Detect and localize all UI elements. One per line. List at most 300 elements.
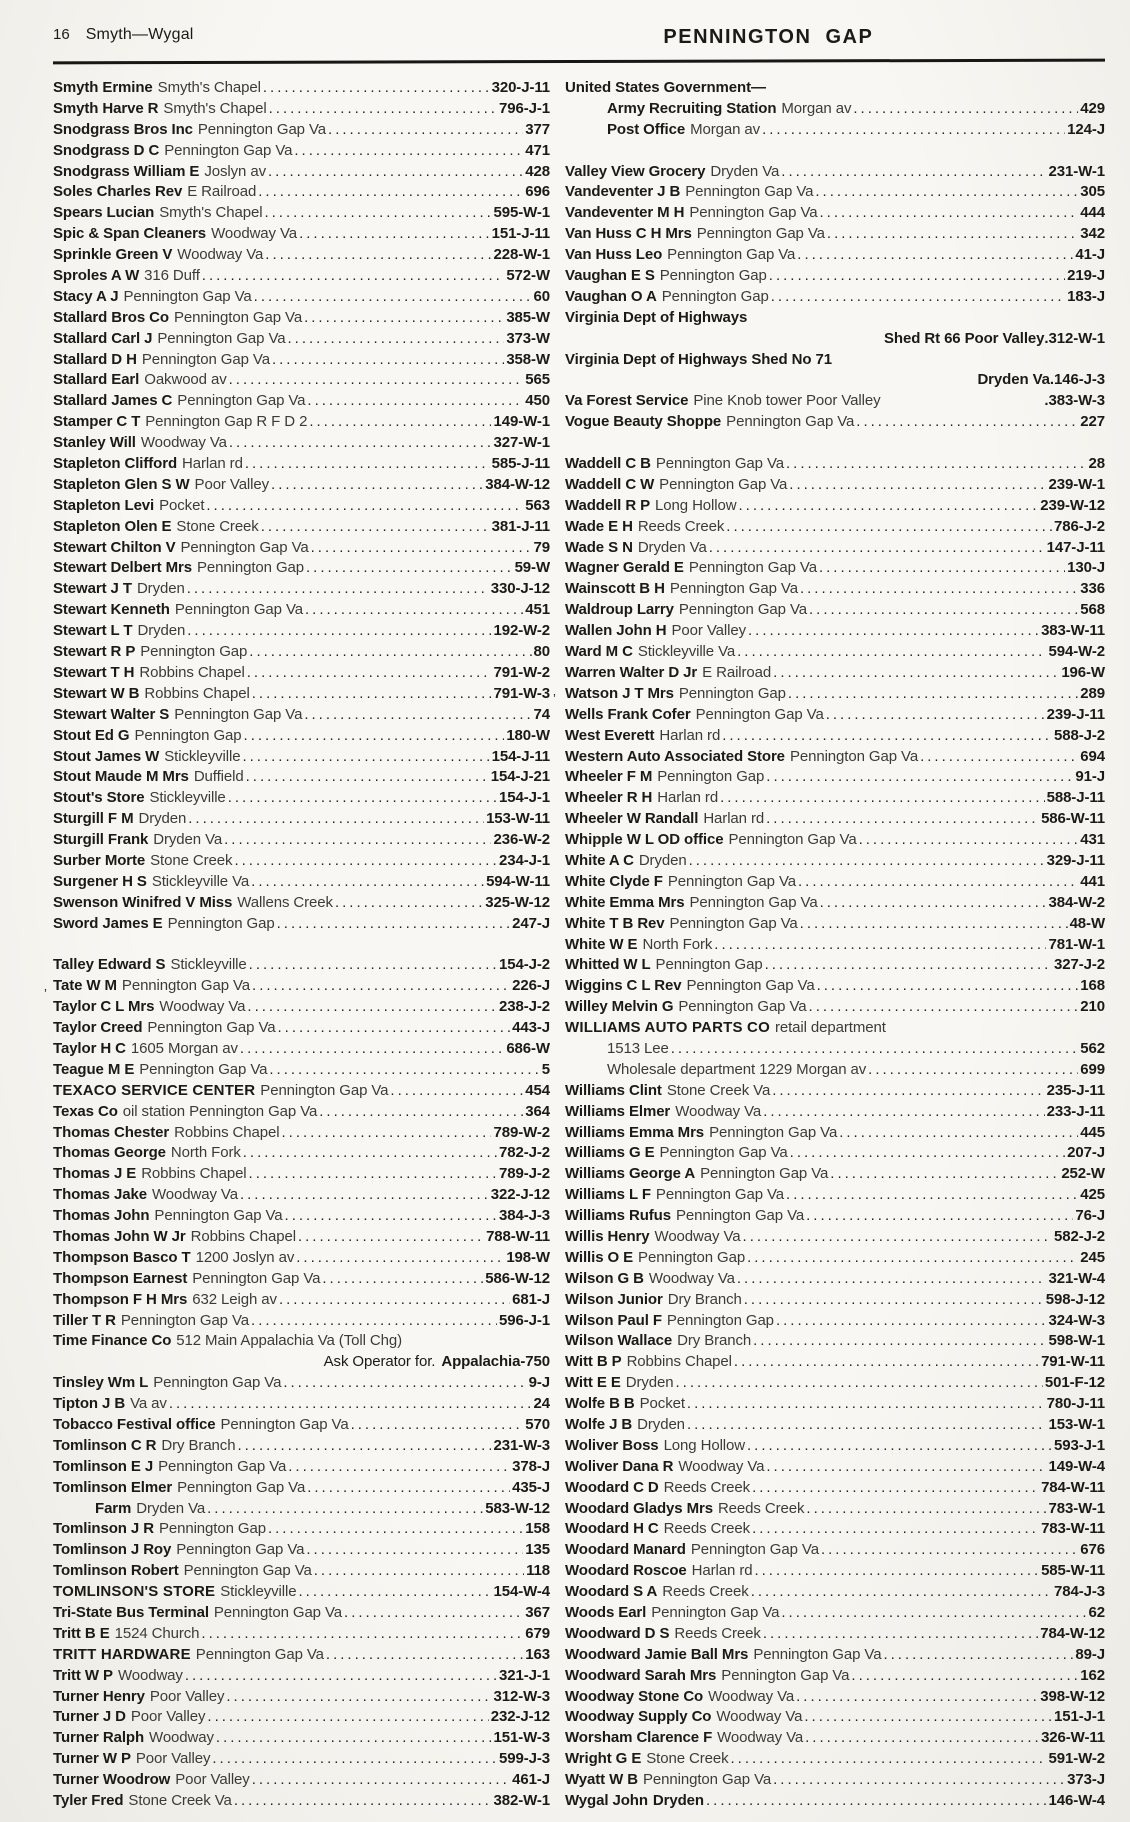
phone-number: 210 <box>1080 998 1105 1016</box>
phone-number: 598-W-1 <box>1048 1332 1105 1350</box>
directory-entry <box>53 287 550 308</box>
dot-leader <box>920 747 1078 768</box>
phone-number: 568 <box>1080 601 1105 619</box>
dot-leader <box>800 579 1078 600</box>
subscriber-name: Turner Henry <box>53 1687 145 1705</box>
directory-entry <box>53 558 550 579</box>
phone-number: 321-J-1 <box>498 1666 550 1684</box>
directory-entry <box>53 1791 550 1812</box>
subscriber-name: Tobacco Festival office <box>53 1416 216 1433</box>
directory-entry <box>53 391 550 412</box>
dot-leader <box>247 663 492 684</box>
subscriber-name: Stout Ed G <box>53 726 130 744</box>
dot-leader <box>252 976 510 997</box>
dot-leader <box>817 976 1079 997</box>
subscriber-name: Sword James E <box>53 914 163 932</box>
directory-entry <box>53 705 550 726</box>
directory-entry <box>53 1645 550 1666</box>
dot-leader <box>806 1206 1073 1227</box>
subscriber-name: Teague M E <box>53 1060 135 1078</box>
subscriber-name: Taylor C L Mrs <box>53 998 155 1016</box>
subscriber-name: Stallard Earl <box>53 371 140 389</box>
directory-entry <box>53 1749 550 1770</box>
directory-entry <box>53 350 550 371</box>
address: Pennington Gap Va <box>157 329 286 347</box>
address: North Fork <box>642 935 713 953</box>
address: Woodway Va <box>177 246 264 264</box>
subscriber-name: Williams L F <box>565 1186 651 1204</box>
phone-number: 444 <box>1080 204 1105 222</box>
address: Pennington Gap <box>666 1311 774 1329</box>
address: 632 Leigh av <box>192 1290 277 1308</box>
dot-leader <box>285 1206 497 1227</box>
phone-number: 563 <box>525 496 550 514</box>
directory-entry <box>565 1457 1105 1478</box>
subscriber-name: Stout James W <box>53 747 160 765</box>
dot-leader <box>853 99 1078 120</box>
subscriber-name: Stacy A J <box>53 287 119 305</box>
dot-leader <box>754 1561 1039 1582</box>
directory-entry <box>53 1561 550 1582</box>
subscriber-name: TOMLINSON'S STORE <box>53 1583 216 1601</box>
subscriber-name: Stamper C T <box>53 413 141 431</box>
subscriber-name: Woods Earl <box>565 1604 647 1622</box>
subscriber-name: Tomlinson J R <box>53 1520 154 1538</box>
phone-number: 151-J-11 <box>491 225 550 243</box>
address: Duffield <box>193 768 244 786</box>
subscriber-name: Farm <box>95 1499 132 1517</box>
address: Pennington Gap <box>134 726 242 744</box>
directory-entry <box>565 726 1105 747</box>
phone-number: 324-W-3 <box>1048 1311 1105 1329</box>
phone-number: 588-J-2 <box>1053 726 1105 744</box>
phone-number: 699 <box>1080 1060 1105 1078</box>
directory-entry <box>53 1666 550 1687</box>
subscriber-name: Thompson Earnest <box>53 1269 188 1287</box>
address: Morgan av <box>690 120 761 138</box>
dot-leader <box>773 1770 1065 1791</box>
dot-leader <box>676 1373 1043 1394</box>
phone-number: 445 <box>1080 1123 1105 1141</box>
subscriber-name: Waldroup Larry <box>565 601 674 619</box>
address: Joslyn av <box>204 162 266 180</box>
directory-entry <box>565 1185 1105 1206</box>
subscriber-name: TRITT HARDWARE <box>53 1645 191 1663</box>
directory-entry <box>53 809 550 830</box>
address: Pennington Gap Va <box>669 914 798 932</box>
directory-column-right <box>565 78 1105 1812</box>
subscriber-name: Stewart Chilton V <box>53 538 176 556</box>
phone-number: .383-W-3 <box>1044 392 1105 410</box>
directory-entry <box>565 1687 1105 1708</box>
phone-number: 784-W-11 <box>1041 1478 1105 1496</box>
address: Robbins Chapel <box>139 663 245 681</box>
address: Dryden <box>625 1374 674 1392</box>
address: Stickleyville <box>164 747 241 765</box>
address: Robbins Chapel <box>174 1123 280 1141</box>
dot-leader <box>240 1039 504 1060</box>
directory-entry <box>565 1645 1105 1666</box>
address: Pennington Gap Va <box>154 1207 283 1225</box>
dot-leader <box>294 141 523 162</box>
directory-entry <box>53 579 550 600</box>
directory-entry <box>53 1248 550 1269</box>
directory-entry <box>53 1331 550 1352</box>
phone-number: 62 <box>1088 1604 1105 1622</box>
directory-entry <box>565 538 1105 559</box>
address: Pennington Gap Va <box>177 1478 306 1496</box>
address: Pennington Gap Va <box>686 977 815 995</box>
address: Poor Valley <box>175 1771 250 1789</box>
dot-leader <box>249 1164 497 1185</box>
dot-leader <box>796 1687 1038 1708</box>
phone-number: 239-W-12 <box>1040 496 1105 514</box>
phone-number: 461-J <box>512 1771 550 1789</box>
directory-entry <box>565 120 1105 141</box>
address: Pennington Gap Va <box>643 1771 772 1789</box>
directory-entry <box>53 1290 550 1311</box>
address: Robbins Chapel <box>190 1227 296 1245</box>
directory-entry <box>565 1081 1105 1102</box>
directory-entry <box>565 1540 1105 1561</box>
subscriber-name: Taylor H C <box>53 1039 126 1057</box>
dot-leader <box>830 1164 1059 1185</box>
address: Pennington Gap Va <box>153 1374 282 1392</box>
dot-leader <box>687 1394 1045 1415</box>
phone-number: 146-W-4 <box>1048 1792 1105 1810</box>
dot-leader <box>751 1582 1052 1603</box>
dot-leader <box>769 266 1065 287</box>
address: Robbins Chapel <box>626 1353 732 1371</box>
subscriber-name: Soles Charles Rev <box>53 183 183 201</box>
phone-number: 694 <box>1080 747 1105 765</box>
phone-number: 48-W <box>1069 914 1105 932</box>
header-rule <box>53 59 1105 65</box>
directory-entry <box>565 747 1105 768</box>
directory-entry <box>565 684 1105 705</box>
address: 1200 Joslyn av <box>195 1248 295 1266</box>
subscriber-name: Wheeler W Randall <box>565 810 699 828</box>
subscriber-name: Waddell R P <box>565 496 651 514</box>
directory-entry <box>565 1290 1105 1311</box>
directory-entry <box>565 955 1105 976</box>
phone-number: 232-J-12 <box>490 1708 550 1726</box>
directory-entry <box>53 1436 550 1457</box>
directory-entry <box>565 203 1105 224</box>
dot-leader <box>335 893 483 914</box>
subscriber-name: Snodgrass Bros Inc <box>53 120 193 138</box>
phone-number: 781-W-1 <box>1048 935 1105 953</box>
address: Pennington Gap Va <box>164 141 293 159</box>
subscriber-name: Western Auto Associated Store <box>565 747 785 765</box>
subscriber-name: Texas Co <box>53 1102 118 1120</box>
directory-entry <box>565 266 1105 287</box>
dot-leader <box>709 538 1045 559</box>
address: Poor Valley <box>130 1708 206 1726</box>
directory-entry <box>565 245 1105 266</box>
address: Pennington Gap Va <box>728 831 857 849</box>
subscriber-name: Stout's Store <box>53 789 145 807</box>
subscriber-name: Stapleton Glen S W <box>53 475 190 493</box>
phone-number: 791-W-2 <box>493 663 550 681</box>
address: Pennington Gap Va <box>213 1604 343 1622</box>
address: Va av <box>130 1395 167 1413</box>
address: Poor Valley <box>194 475 270 493</box>
address: Pennington Gap <box>158 1520 266 1538</box>
dot-leader <box>815 182 1078 203</box>
subscriber-name: Wyatt W B <box>565 1771 638 1789</box>
dot-leader <box>306 558 513 579</box>
directory-entry <box>565 1519 1105 1540</box>
address: Woodway Va <box>716 1708 803 1726</box>
subscriber-name: Turner Ralph <box>53 1729 145 1747</box>
address: Pennington Gap <box>661 287 769 305</box>
dot-leader <box>752 1478 1039 1499</box>
phone-number: 429 <box>1080 99 1105 117</box>
subscriber-name: Swenson Winifred V Miss <box>53 893 233 911</box>
address: Pennington Gap Va <box>197 120 327 138</box>
dot-leader <box>798 872 1078 893</box>
phone-number: 135 <box>525 1541 550 1559</box>
phone-number: 325-W-12 <box>485 893 550 911</box>
address: Pennington Gap Va <box>173 308 303 326</box>
subscriber-name: Thompson F H Mrs <box>53 1290 188 1308</box>
directory-entry <box>53 893 550 914</box>
directory-entry <box>53 1123 550 1144</box>
dot-leader <box>216 1728 492 1749</box>
phone-number: 441 <box>1080 872 1105 890</box>
subscriber-name: Woodard Roscoe <box>565 1562 687 1580</box>
subscriber-name: Tate W M <box>53 977 117 995</box>
address: 1524 Church <box>114 1624 200 1642</box>
dot-leader <box>268 162 523 183</box>
subscriber-name: Smyth Ermine <box>53 79 153 96</box>
dot-leader <box>671 1039 1079 1060</box>
address: Pennington Gap Va <box>669 580 798 598</box>
address: Pennington Gap Va <box>700 1165 829 1183</box>
directory-entry <box>53 872 550 893</box>
dot-leader <box>776 1311 1047 1332</box>
subscriber-name: Stallard James C <box>53 392 173 410</box>
address: Pennington Gap Va <box>685 183 814 201</box>
dot-leader <box>314 1561 524 1582</box>
address: Long Hollow <box>663 1436 746 1454</box>
directory-entry <box>565 830 1105 851</box>
dot-leader <box>243 1143 497 1164</box>
subscriber-name: Stapleton Levi <box>53 496 155 514</box>
phone-number: 330-J-12 <box>490 580 550 598</box>
dot-leader <box>344 1603 523 1624</box>
address: Pennington Gap Va <box>177 392 306 410</box>
address: Pocket <box>639 1395 685 1413</box>
subscriber-name: Spic & Span Cleaners <box>53 225 207 243</box>
directory-entry <box>53 1018 550 1039</box>
address: Morgan av <box>781 99 852 117</box>
directory-entry <box>565 287 1105 308</box>
address: Pennington Gap Va <box>180 538 309 556</box>
subscriber-name: Vandeventer M H <box>565 204 685 222</box>
subscriber-name: Witt B P <box>565 1353 622 1371</box>
address: Wallens Creek <box>237 893 333 911</box>
address: 1513 Lee <box>607 1039 669 1057</box>
directory-entry <box>565 1018 1105 1039</box>
phone-number: 593-J-1 <box>1053 1436 1105 1454</box>
subscriber-name: Wolfe B B <box>565 1395 635 1413</box>
phone-number: 327-W-1 <box>493 434 550 452</box>
dot-leader <box>224 830 491 851</box>
address: Stone Creek <box>176 517 259 535</box>
subscriber-name: Stewart J T <box>53 580 132 598</box>
directory-entry <box>53 621 550 642</box>
address: Pennington Gap Va <box>689 893 818 911</box>
phone-number: 247-J <box>512 914 550 932</box>
subscriber-name: West Everett <box>565 726 655 744</box>
dot-leader <box>240 1185 489 1206</box>
phone-number: 153-W-1 <box>1048 1416 1105 1433</box>
dot-leader <box>304 705 531 726</box>
address: Pennington Gap Va <box>659 475 788 493</box>
dot-leader <box>738 496 1038 517</box>
address: Pennington Gap Va <box>192 1269 321 1287</box>
directory-entry <box>53 454 550 475</box>
directory-entry <box>565 935 1105 956</box>
phone-number: 471 <box>525 141 550 159</box>
directory-entry <box>565 1415 1105 1436</box>
address: Dry Branch <box>667 1290 742 1308</box>
directory-entry <box>565 558 1105 579</box>
dot-leader <box>242 747 489 768</box>
dot-leader <box>202 266 505 287</box>
phone-number: 89-J <box>1075 1645 1105 1663</box>
directory-entry <box>53 496 550 517</box>
subscriber-name: Woodway Supply Co <box>565 1708 712 1726</box>
directory-entry <box>53 955 550 976</box>
subscriber-name: WILLIAMS AUTO PARTS CO <box>565 1019 770 1037</box>
subscriber-name: Wainscott B H <box>565 580 665 598</box>
directory-entry-continuation <box>53 1352 550 1373</box>
address: Woodway Va <box>648 1269 735 1287</box>
directory-entry <box>53 1311 550 1332</box>
dot-leader <box>689 851 1045 872</box>
dot-leader <box>748 621 1039 642</box>
dot-leader <box>244 726 505 747</box>
dot-leader <box>328 120 523 141</box>
dot-leader <box>188 809 484 830</box>
address: Dryden <box>138 810 187 828</box>
directory-entry <box>53 1164 550 1185</box>
phone-number: 791-W-11 <box>1041 1353 1105 1371</box>
dot-leader <box>201 1624 523 1645</box>
phone-number: 586-W-12 <box>485 1269 550 1287</box>
dot-leader <box>744 1290 1044 1311</box>
dot-leader <box>809 997 1079 1018</box>
dot-leader <box>288 329 505 350</box>
subscriber-name: Thomas John <box>53 1207 150 1225</box>
address: Pennington Gap Va <box>183 1562 312 1580</box>
phone-number: 599-J-3 <box>498 1750 550 1768</box>
phone-number: 192-W-2 <box>493 622 550 640</box>
phone-number: 381-J-11 <box>491 517 550 535</box>
subscriber-name: Waddell C B <box>565 455 651 473</box>
address: Pennington Gap Va <box>753 1645 882 1663</box>
phone-number: 327-J-2 <box>1053 956 1105 974</box>
directory-entry <box>565 1582 1105 1603</box>
subscriber-name: Thomas J E <box>53 1165 137 1183</box>
dot-leader <box>229 370 524 391</box>
address: Pennington Gap Va <box>667 246 796 264</box>
directory-entry-continuation <box>565 329 1105 350</box>
phone-number: 227 <box>1080 413 1105 431</box>
directory-entry <box>565 1123 1105 1144</box>
directory-entry <box>53 788 550 809</box>
subscriber-name: Thomas John W Jr <box>53 1227 186 1245</box>
address: Dryden Va <box>136 1499 206 1517</box>
directory-entry <box>565 976 1105 997</box>
address: Reeds Creek <box>674 1624 761 1642</box>
directory-entry <box>565 1060 1105 1081</box>
subscriber-name: Stewart L T <box>53 622 133 640</box>
directory-entry <box>565 1499 1105 1520</box>
dot-leader <box>265 245 491 266</box>
subscriber-name: Wade S N <box>565 538 633 556</box>
directory-entry <box>565 1561 1105 1582</box>
phone-number: 233-J-11 <box>1046 1102 1105 1120</box>
address: Woodway <box>117 1666 183 1684</box>
phone-number: 153-W-11 <box>486 810 550 828</box>
phone-number: 431 <box>1080 831 1105 849</box>
directory-entry <box>53 663 550 684</box>
phone-number: 149-W-4 <box>1048 1457 1105 1475</box>
phone-number: 154-W-4 <box>493 1583 550 1601</box>
subscriber-name: Woodard C D <box>565 1478 659 1496</box>
dot-leader <box>722 726 1052 747</box>
address: Stone Creek <box>646 1750 729 1768</box>
phone-number: 163 <box>525 1645 550 1663</box>
directory-entry <box>565 705 1105 726</box>
phone-number: 443-J <box>512 1019 550 1037</box>
directory-entry <box>565 788 1105 809</box>
subscriber-name: Stewart Kenneth <box>53 601 170 619</box>
directory-entry <box>565 872 1105 893</box>
subscriber-name: Watson J T Mrs <box>565 684 674 702</box>
phone-number: 681-J <box>512 1290 550 1308</box>
address: Stickleyville Va <box>151 872 250 890</box>
subscriber-name: Woodward Jamie Ball Mrs <box>565 1645 749 1663</box>
subscriber-name: Post Office <box>607 120 686 138</box>
subscriber-name: Sturgill F M <box>53 810 134 828</box>
directory-entry <box>565 454 1105 475</box>
address: Pennington Gap Va <box>655 455 784 473</box>
subscriber-name: Tomlinson Elmer <box>53 1478 173 1496</box>
dot-leader <box>788 684 1078 705</box>
directory-entry <box>565 1143 1105 1164</box>
directory-entry <box>53 1519 550 1540</box>
directory-entry <box>565 1102 1105 1123</box>
subscriber-name: Willis O E <box>565 1248 634 1266</box>
address: Stickleyville <box>220 1583 297 1601</box>
directory-entry <box>53 600 550 621</box>
directory-entry <box>565 1603 1105 1624</box>
address: Pennington Gap <box>655 956 763 974</box>
dot-leader <box>773 663 1059 684</box>
subscriber-name: Wallen John H <box>565 622 667 640</box>
dot-leader <box>687 1415 1047 1436</box>
subscriber-name: Virginia Dept of Highways Shed No 71 <box>565 350 833 368</box>
phone-number: 236-W-2 <box>493 831 550 849</box>
directory-entry <box>53 162 550 183</box>
phone-number: 358-W <box>506 350 550 368</box>
subscriber-name: United States Government— <box>565 79 766 96</box>
